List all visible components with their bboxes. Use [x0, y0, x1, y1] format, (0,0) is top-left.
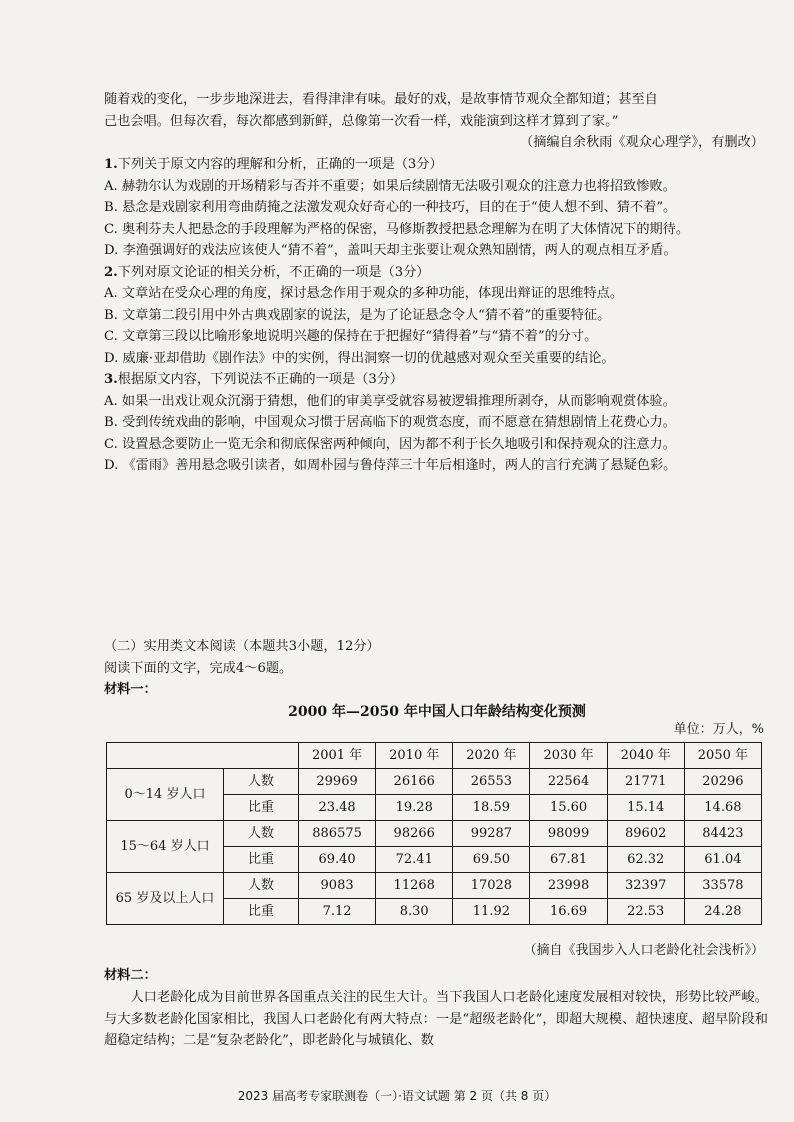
intro-source: （摘编自余秋雨《观众心理学》，有删改）: [520, 135, 764, 150]
table-cell: 7.12: [299, 899, 376, 925]
table-cell: 26166: [376, 769, 453, 795]
table-row: [107, 769, 762, 795]
row-label: 人数: [224, 873, 299, 899]
question-3-option-a: A. 如果一出戏让观众沉溺于猜想，他们的审美享受就容易被逻辑推理所剥夺，从而影响观赏体验。: [104, 393, 676, 409]
group-label: 0～14 岁人口: [107, 769, 224, 821]
table-cell: 69.40: [299, 847, 376, 873]
table-cell: 72.41: [376, 847, 453, 873]
table-cell: 8.30: [376, 899, 453, 925]
question-1-option-b: B. 悬念是戏剧家利用弯曲荫掩之法激发观众好奇心的一种技巧，目的在于“使人想不到、猜不着”。: [104, 200, 677, 215]
question-2-number: 2.: [104, 264, 118, 280]
question-1-option-c: C. 奥利芬夫人把悬念的手段理解为严格的保密，马修斯教授把悬念理解为在明了大体情况下的期待。: [104, 221, 690, 237]
table-cell: 29969: [299, 769, 376, 795]
question-1-option-d: D. 李渔强调好的戏法应该使人“猜不着”，盖叫天却主张要让观众熟知剧情，两人的观点相互矛盾。: [104, 243, 677, 258]
year-header: 2010 年: [376, 743, 453, 769]
questions: [104, 154, 770, 477]
question-3-text: 根据原文内容，下列说法不正确的一项是（3分）: [117, 372, 404, 387]
table-cell: 62.32: [607, 847, 684, 873]
year-header: 2050 年: [684, 743, 761, 769]
page-footer: 2023 届高考专家联测卷（一）·语文试题 第 2 页（共 8 页）: [237, 1089, 557, 1103]
intro-passage: [104, 89, 764, 154]
table-row: [107, 821, 762, 847]
material-1-heading: 材料一：: [104, 682, 157, 697]
row-label: 比重: [224, 847, 299, 873]
material-2-passage: [104, 987, 768, 1052]
question-2: [104, 262, 770, 370]
material-2-heading: 材料二：: [104, 968, 157, 983]
table-cell: 17028: [453, 873, 530, 899]
question-2-option-b: B. 文章第二段引用中外古典戏剧家的说法，是为了论证悬念令人“猜不着”的重要特征。: [104, 307, 611, 323]
question-3-option-c: C. 设置悬念要防止一览无余和彻底保密两种倾向，因为都不利于长久地吸引和保持观众的注意力。: [104, 436, 676, 452]
table-cell: 886575: [299, 821, 376, 847]
question-3-number: 3.: [104, 372, 118, 387]
row-label: 人数: [224, 769, 299, 795]
question-1-text: 下列关于原文内容的理解和分析，正确的一项是（3分）: [117, 157, 443, 172]
table-cell: 20296: [684, 769, 761, 795]
table-cell: 19.28: [376, 795, 453, 821]
intro-line-2: 己也会唱。但每次看，每次都感到新鲜，总像第一次看一样，戏能演到这样才算到了家。”: [104, 113, 619, 129]
material-2-text: 人口老龄化成为目前世界各国重点关注的民生大计。当下我国人口老龄化速度发展相对较快，形势比较严峻。与大多数老龄化国家相比，我国人口老龄化有两大特点：一是“超级老龄化”，即超大规模、超快速度、超早阶段和超稳定结构；二是“复杂老龄化”，即老龄化与城镇化、数: [104, 990, 768, 1048]
population-table: [106, 742, 762, 925]
question-2-option-a: A. 文章站在受众心理的角度，探讨悬念作用于观众的多种功能，体现出辩证的思维特点。: [104, 286, 624, 301]
table-cell: 23.48: [299, 795, 376, 821]
question-2-stem: [104, 262, 770, 284]
question-3-option-b: B. 受到传统戏曲的影响，中国观众习惯于居高临下的观赏态度，而不愿意在猜想剧情上花费心力。: [104, 415, 676, 430]
question-2-option-c: C. 文章第三段以比喻形象地说明兴趣的保持在于把握好“猜得着”与“猜不着”的分寸。: [104, 329, 598, 344]
table-cell: 69.50: [453, 847, 530, 873]
table-cell: 9083: [299, 873, 376, 899]
group-label: 15～64 岁人口: [107, 821, 224, 873]
question-3-option-d: D. 《雷雨》善用悬念吸引读者，如周朴园与鲁侍萍三十年后相逢时，两人的言行充满了悬疑色彩。: [104, 458, 677, 473]
table-cell: 23998: [530, 873, 607, 899]
table-cell: 98099: [530, 821, 607, 847]
table-cell: 89602: [607, 821, 684, 847]
table-cell: 84423: [684, 821, 761, 847]
table-cell: 11268: [376, 873, 453, 899]
question-1-option-a: A. 赫勃尔认为戏剧的开场精彩与否并不重要；如果后续剧情无法吸引观众的注意力也将招致惨败。: [104, 178, 676, 194]
question-1-stem: [104, 154, 770, 176]
table-cell: 22564: [530, 769, 607, 795]
row-label: 比重: [224, 795, 299, 821]
table-source: （摘自《我国步入人口老龄化社会浅析》）: [523, 943, 764, 958]
table-cell: 67.81: [530, 847, 607, 873]
question-1-number: 1.: [104, 157, 118, 172]
table-corner-cell: [107, 743, 299, 769]
section-2-instruction: 阅读下面的文字，完成4～6题。: [104, 660, 293, 676]
table-cell: 18.59: [453, 795, 530, 821]
table-cell: 98266: [376, 821, 453, 847]
year-header: 2030 年: [530, 743, 607, 769]
section-2: [104, 636, 770, 701]
question-2-option-d: D. 威廉·亚却借助《剧作法》中的实例，得出洞察一切的优越感对观众至关重要的结论。: [104, 350, 615, 366]
table-header-row: [107, 743, 762, 769]
table-cell: 99287: [453, 821, 530, 847]
intro-line-1: 随着戏的变化，一步步地深进去，看得津津有味。最好的戏，是故事情节观众全都知道；甚至自: [104, 92, 658, 107]
table-cell: 33578: [684, 873, 761, 899]
table-cell: 26553: [453, 769, 530, 795]
question-3: [104, 369, 770, 477]
table-cell: 22.53: [607, 899, 684, 925]
table-cell: 24.28: [684, 899, 761, 925]
table-cell: 15.60: [530, 795, 607, 821]
question-1: [104, 154, 770, 262]
table-cell: 16.69: [530, 899, 607, 925]
table-title: 2000 年—2050 年中国人口年龄结构变化预测: [288, 704, 586, 720]
section-2-title: （二）实用类文本阅读（本题共3小题，12分）: [104, 639, 380, 654]
table-cell: 15.14: [607, 795, 684, 821]
question-2-text: 下列对原文论证的相关分析，不正确的一项是（3分）: [117, 264, 430, 280]
table-row: [107, 873, 762, 899]
group-label: 65 岁及以上人口: [107, 873, 224, 925]
year-header: 2020 年: [453, 743, 530, 769]
question-3-stem: [104, 369, 770, 391]
table-cell: 32397: [607, 873, 684, 899]
year-header: 2040 年: [607, 743, 684, 769]
table-cell: 61.04: [684, 847, 761, 873]
year-header: 2001 年: [299, 743, 376, 769]
table-cell: 21771: [607, 769, 684, 795]
table-cell: 14.68: [684, 795, 761, 821]
row-label: 比重: [224, 899, 299, 925]
table-cell: 11.92: [453, 899, 530, 925]
row-label: 人数: [224, 821, 299, 847]
table-unit: 单位：万人，%: [673, 722, 764, 737]
